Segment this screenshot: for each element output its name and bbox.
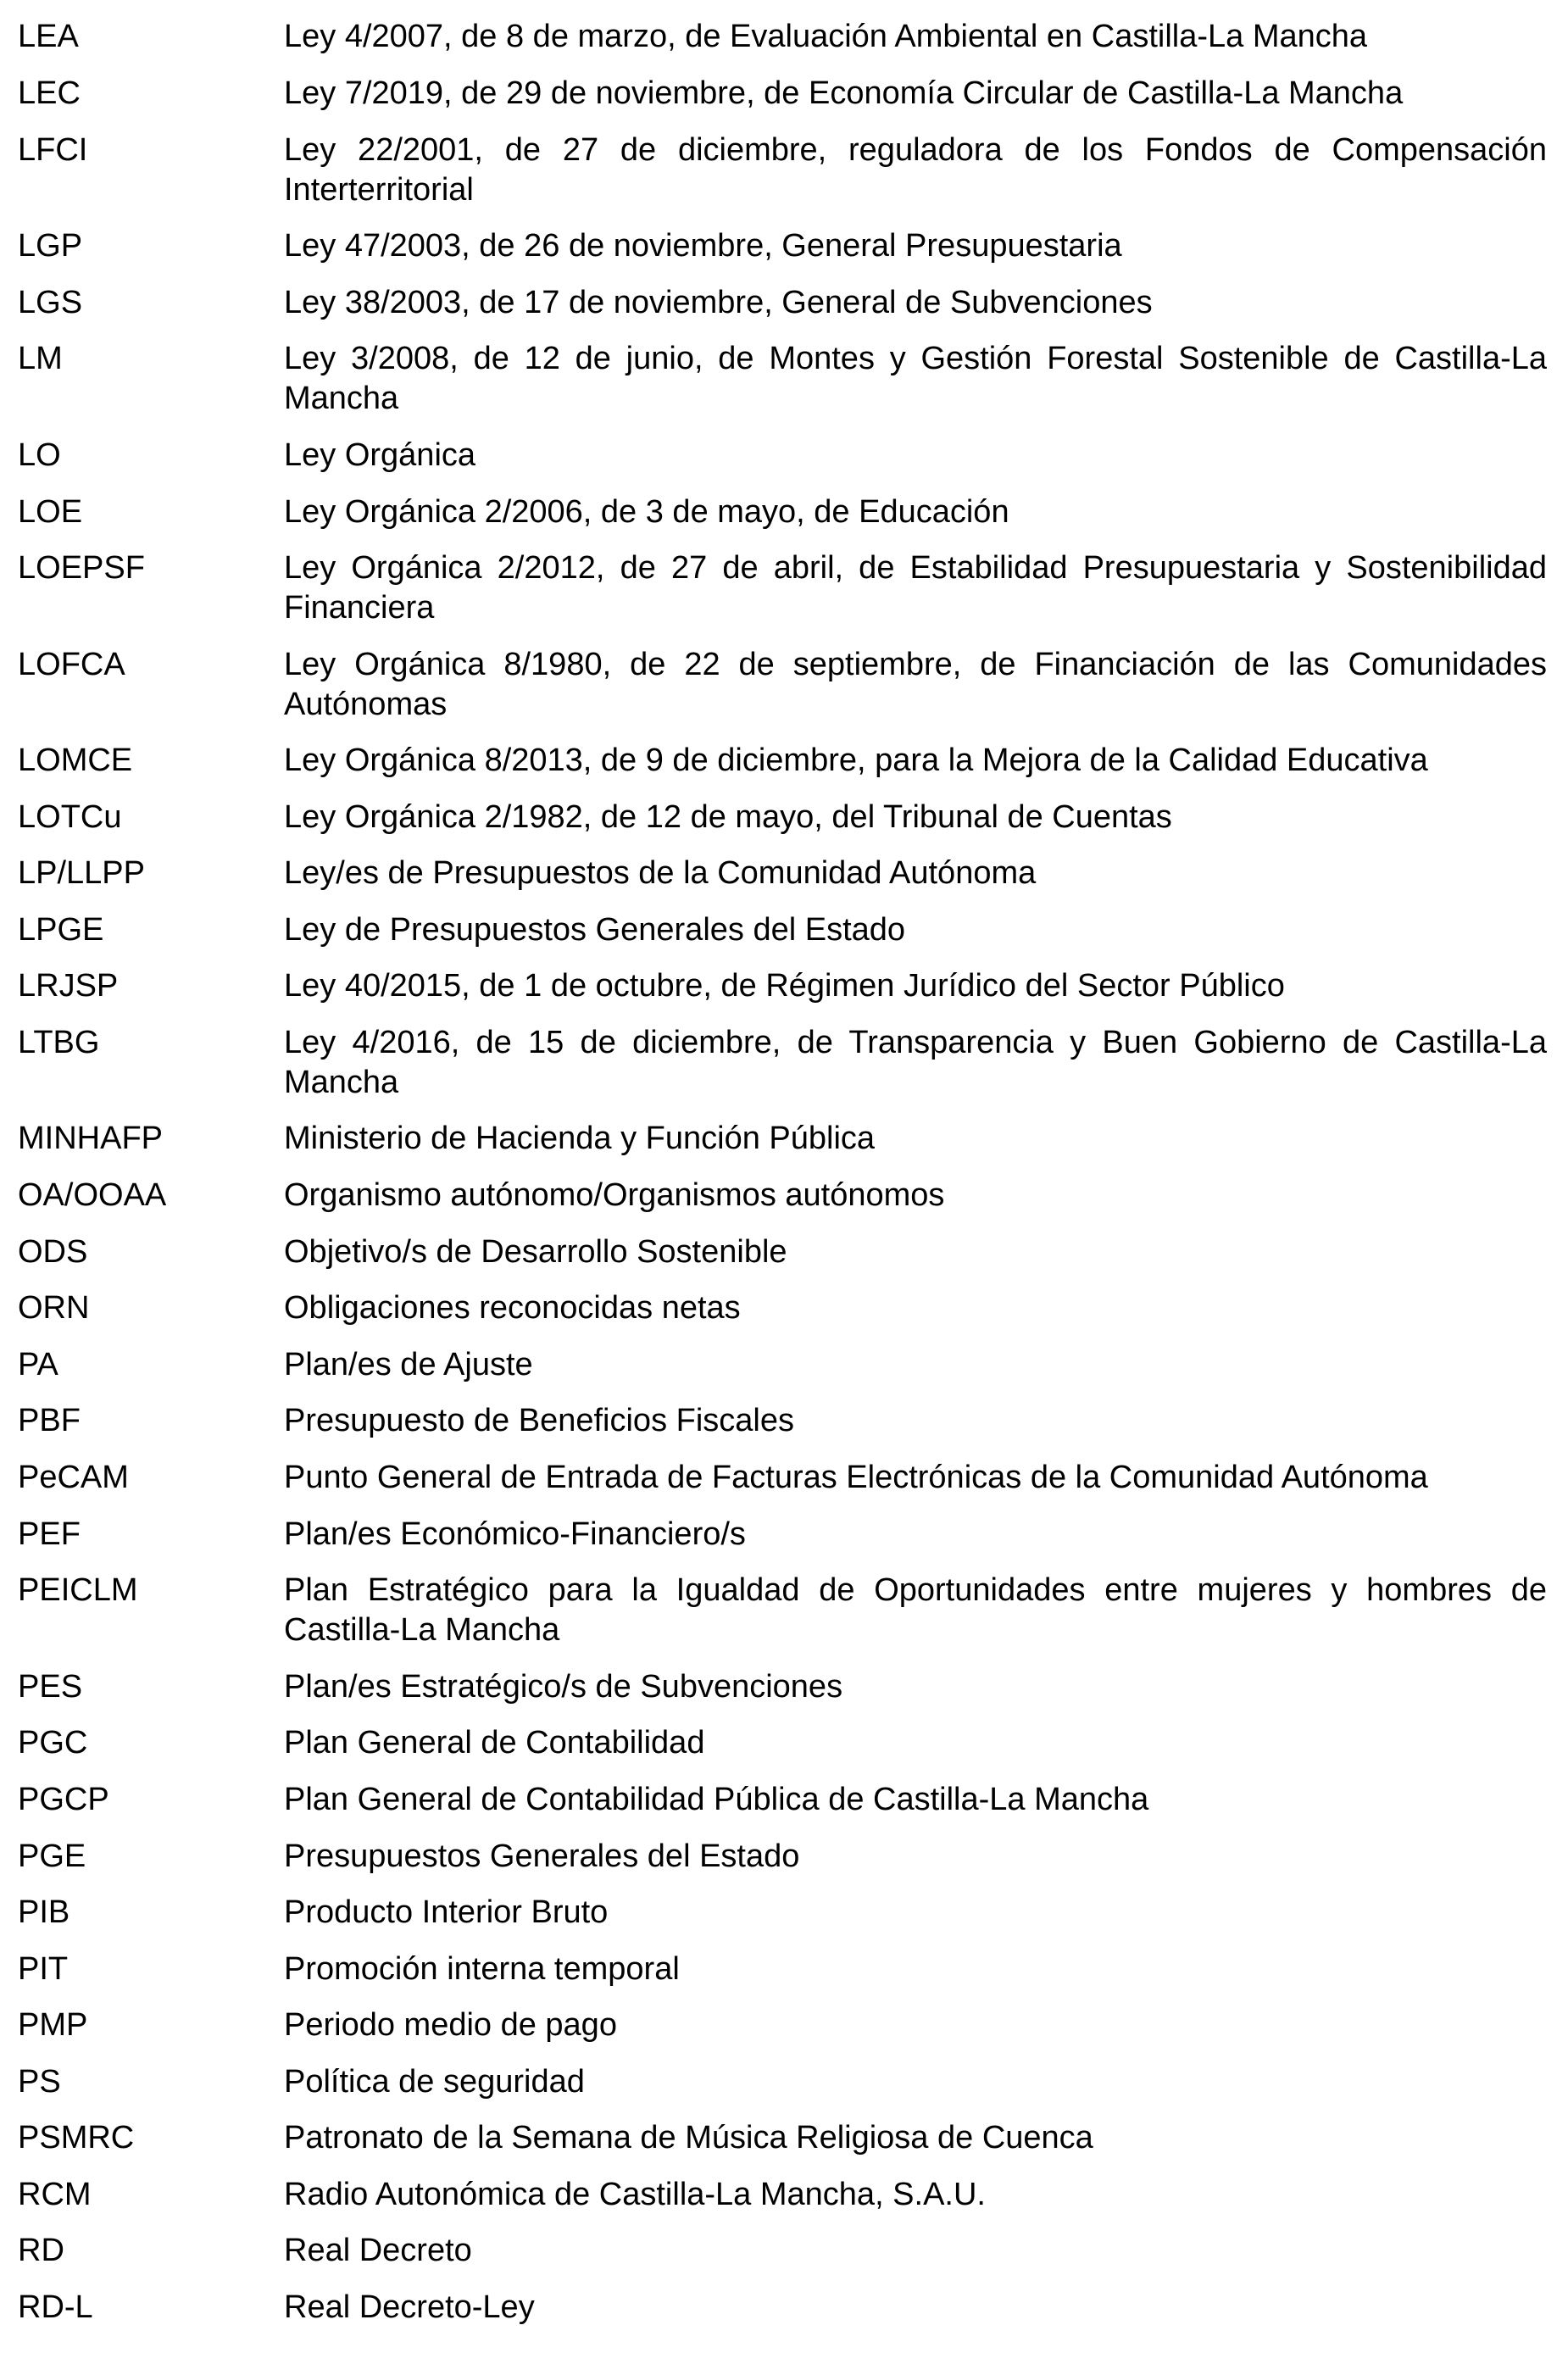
definition: Plan/es Económico-Financiero/s: [284, 1516, 746, 1552]
definition: Ley 38/2003, de 17 de noviembre, General de Subvenciones: [284, 285, 1153, 320]
abbreviation: PBF: [18, 1403, 81, 1438]
definition: Ley 40/2015, de 1 de octubre, de Régimen Jurídico del Sector Público: [284, 968, 1285, 1004]
abbreviation: RD-L: [18, 2289, 93, 2325]
abbreviation: LOMCE: [18, 743, 133, 778]
definition: Organismo autónomo/Organismos autónomos: [284, 1177, 945, 1213]
abbreviation: LOTCu: [18, 799, 122, 835]
abbreviation: MINHAFP: [18, 1121, 163, 1156]
abbreviation: RCM: [18, 2177, 92, 2212]
abbreviation: PA: [18, 1347, 58, 1382]
abbreviation: PEICLM: [18, 1572, 138, 1608]
abbreviation: PMP: [18, 2007, 88, 2043]
abbreviation: PS: [18, 2064, 61, 2100]
abbreviation: LGP: [18, 228, 83, 264]
definition: Producto Interior Bruto: [284, 1894, 609, 1930]
definition: Ley 4/2016, de 15 de diciembre, de Transparencia y Buen Gobierno de Castilla-La Mancha: [284, 1025, 1547, 1100]
abbreviation: LGS: [18, 285, 83, 320]
definition: Objetivo/s de Desarrollo Sostenible: [284, 1234, 787, 1270]
abbreviation: PeCAM: [18, 1460, 129, 1495]
definition: Obligaciones reconocidas netas: [284, 1290, 741, 1326]
abbreviation: LO: [18, 437, 61, 473]
abbreviation: LTBG: [18, 1025, 100, 1060]
definition: Ley Orgánica 2/2006, de 3 de mayo, de Educación: [284, 494, 1009, 530]
definition: Plan General de Contabilidad: [284, 1725, 705, 1761]
definition: Punto General de Entrada de Facturas Electrónicas de la Comunidad Autónoma: [284, 1460, 1428, 1495]
definition: Política de seguridad: [284, 2064, 585, 2100]
definition: Ley/es de Presupuestos de la Comunidad Autónoma: [284, 855, 1037, 891]
definition: Ley Orgánica 2/2012, de 27 de abril, de Estabilidad Presupuestaria y Sostenibilidad Financiera: [284, 550, 1547, 626]
definition: Ley Orgánica 8/1980, de 22 de septiembre, de Financiación de las Comunidades Autónomas: [284, 647, 1547, 722]
definition: Real Decreto: [284, 2233, 472, 2268]
definition: Real Decreto-Ley: [284, 2289, 535, 2325]
definition: Ley 4/2007, de 8 de marzo, de Evaluación Ambiental en Castilla-La Mancha: [284, 19, 1368, 54]
definition: Ley de Presupuestos Generales del Estado: [284, 912, 906, 948]
abbreviation: PEF: [18, 1516, 81, 1552]
abbreviation: LP/LLPP: [18, 855, 145, 891]
definition: Plan Estratégico para la Igualdad de Oportunidades entre mujeres y hombres de Castilla-La Mancha: [284, 1572, 1547, 1648]
definition: Periodo medio de pago: [284, 2007, 617, 2043]
definition: Plan General de Contabilidad Pública de Castilla-La Mancha: [284, 1782, 1149, 1817]
definition: Plan/es Estratégico/s de Subvenciones: [284, 1669, 843, 1705]
definition: Ley 22/2001, de 27 de diciembre, reguladora de los Fondos de Compensación Interterritorial: [284, 132, 1547, 208]
definition: Plan/es de Ajuste: [284, 1347, 533, 1382]
abbreviation: LOFCA: [18, 647, 125, 682]
definition: Ley Orgánica: [284, 437, 476, 473]
abbreviation: LEC: [18, 75, 81, 111]
abbreviation: RD: [18, 2233, 64, 2268]
definition: Patronato de la Semana de Música Religiosa de Cuenca: [284, 2120, 1093, 2156]
abbreviation: PGCP: [18, 1782, 109, 1817]
abbreviation: ODS: [18, 1234, 88, 1270]
definition: Radio Autonómica de Castilla-La Mancha, S.A.U.: [284, 2177, 986, 2212]
definition: Ministerio de Hacienda y Función Pública: [284, 1121, 876, 1156]
abbreviation: LM: [18, 341, 63, 376]
abbreviation: LPGE: [18, 912, 104, 948]
definition: Presupuesto de Beneficios Fiscales: [284, 1403, 794, 1438]
definition: Ley 3/2008, de 12 de junio, de Montes y Gestión Forestal Sostenible de Castilla-La Mancha: [284, 341, 1547, 416]
definition: Presupuestos Generales del Estado: [284, 1838, 800, 1874]
definition: Ley Orgánica 8/2013, de 9 de diciembre, para la Mejora de la Calidad Educativa: [284, 743, 1428, 778]
abbreviation: PGC: [18, 1725, 88, 1761]
definition: Ley 47/2003, de 26 de noviembre, General Presupuestaria: [284, 228, 1122, 264]
abbreviation: PES: [18, 1669, 83, 1705]
abbreviation: PSMRC: [18, 2120, 135, 2156]
abbreviation: PIT: [18, 1951, 69, 1987]
abbreviation: LOE: [18, 494, 83, 530]
definition: Promoción interna temporal: [284, 1951, 680, 1987]
definition: Ley 7/2019, de 29 de noviembre, de Economía Circular de Castilla-La Mancha: [284, 75, 1404, 111]
abbreviation: LRJSP: [18, 968, 119, 1004]
abbreviation: LEA: [18, 19, 79, 54]
abbreviation: ORN: [18, 1290, 90, 1326]
abbreviation: OA/OOAA: [18, 1177, 167, 1213]
abbreviation: PIB: [18, 1894, 70, 1930]
abbreviation: LFCI: [18, 132, 88, 168]
abbreviation: LOEPSF: [18, 550, 145, 586]
definition: Ley Orgánica 2/1982, de 12 de mayo, del Tribunal de Cuentas: [284, 799, 1172, 835]
abbreviation: PGE: [18, 1838, 86, 1874]
